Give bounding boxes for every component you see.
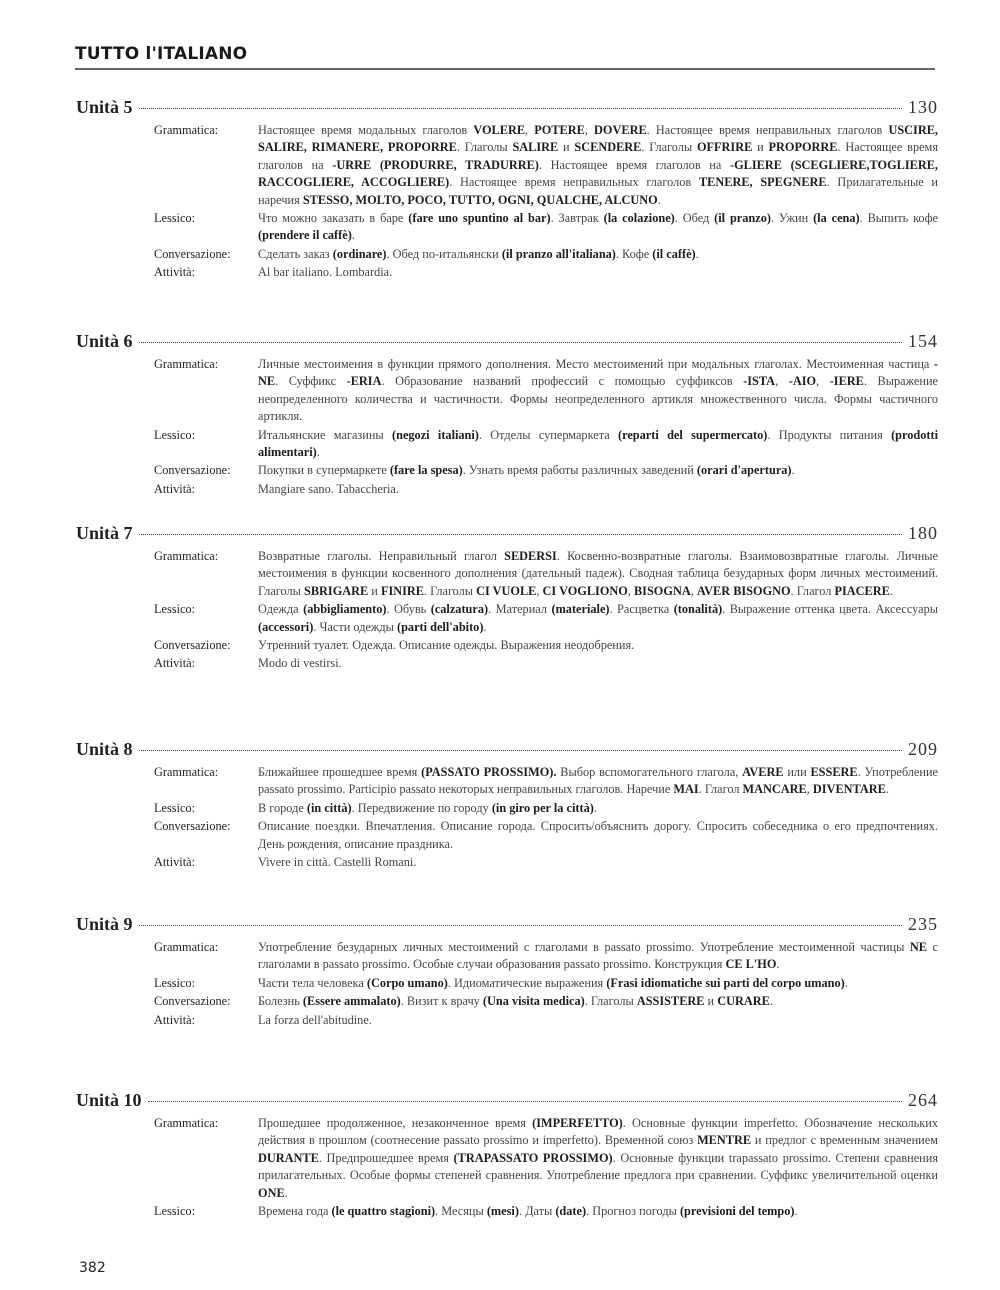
unit-section — [76, 914, 938, 1029]
unit-section — [76, 523, 938, 673]
row-label: Grammatica: — [154, 549, 219, 563]
unit-page-number: 180 — [908, 523, 938, 543]
dot-leader — [139, 750, 902, 751]
content-row — [76, 210, 938, 245]
row-text: Прошедшее продолженное, незаконченное время (IMPERFETTO). Основные функции imperfetto. Обозначение нескольких действия в прошлом (соотнесение passato prossimo и imperfetto). Временной союз MENTRE и предлог с временным значением DURANTE. Предпрошедшее время (TRAPASSATO PROSSIMO). Основные функции trapassato prossimo. Степени сравнения прилагательных. Особые формы степеней сравнения. Употребление предлога при сравнении. Суффикс увеличительной оценки ONE. — [258, 1116, 939, 1200]
row-text: Mangiare sano. Tabaccheria. — [258, 481, 399, 496]
content-row — [76, 481, 938, 498]
content-row — [76, 764, 938, 799]
unit-page-number: 154 — [908, 331, 938, 351]
row-label: Conversazione: — [154, 463, 231, 478]
unit-title: Unità 5 — [76, 97, 133, 117]
unit-title: Unità 6 — [76, 331, 133, 351]
row-text: Части тела человека (Corpo umano). Идиоматические выражения (Frasi idiomatiche sui parti del corpo umano). — [258, 975, 848, 990]
content-row — [76, 1115, 938, 1202]
row-label: Lessico: — [154, 1204, 195, 1219]
unit-section — [76, 97, 938, 282]
unit-page-number: 209 — [908, 739, 938, 759]
row-label: Attività: — [154, 855, 195, 870]
unit-heading[interactable] — [76, 739, 938, 763]
content-row — [76, 975, 938, 992]
content-row — [76, 655, 938, 672]
unit-title: Unità 10 — [76, 1090, 142, 1110]
page-header — [75, 44, 935, 70]
content-row — [76, 818, 938, 853]
content-row — [76, 462, 938, 479]
unit-section — [76, 1090, 938, 1220]
row-label: Lessico: — [154, 427, 195, 442]
content-row — [76, 993, 938, 1010]
content-row — [76, 800, 938, 817]
content-row — [76, 1203, 938, 1220]
row-text: Покупки в супермаркете (fare la spesa). Узнать время работы различных заведений (orari d'apertura). — [258, 463, 795, 478]
unit-page-number: 130 — [908, 97, 938, 117]
content-row — [76, 246, 938, 263]
row-text: Болезнь (Essere ammalato). Визит к врачу (Una visita medica). Глаголы ASSISTERE и CURARE. — [258, 994, 773, 1009]
row-text: Одежда (abbigliamento). Обувь (calzatura). Материал (materiale). Расцветка (tonalità). Выражение оттенка цвета. Аксессуары (accessori). Части одежды (parti dell'abito). — [258, 602, 939, 634]
dot-leader — [148, 1101, 902, 1102]
row-text: Времена года (le quattro stagioni). Месяцы (mesi). Даты (date). Прогноз погоды (previsioni del tempo). — [258, 1204, 798, 1219]
row-text: Что можно заказать в баре (fare uno spuntino al bar). Завтрак (la colazione). Обед (il pranzo). Ужин (la cena). Выпить кофе (prendere il caffè). — [258, 211, 938, 243]
row-label: Grammatica: — [154, 940, 219, 954]
row-label: Conversazione: — [154, 819, 231, 834]
row-text: La forza dell'abitudine. — [258, 1012, 372, 1027]
row-label: Conversazione: — [154, 638, 231, 653]
row-text: Ближайшее прошедшее время (PASSATO PROSSIMO). Выбор вспомогательного глагола, AVERE или ESSERE. Употребление passato prossimo. Participio passato некоторых неправильных глаголов. Наречие MAI. Глагол MANCARE, DIVENTARE. — [258, 765, 939, 797]
unit-title: Unità 9 — [76, 914, 133, 934]
row-text: Описание поездки. Впечатления. Описание города. Спросить/объяснить дорогу. Спросить собеседника о его предпочтениях. День рождения, описание праздника. — [258, 819, 938, 851]
row-label: Grammatica: — [154, 765, 219, 779]
row-label: Attività: — [154, 265, 195, 280]
unit-section — [76, 739, 938, 871]
content-row — [76, 264, 938, 281]
book-title: TUTTO l'ITALIANO — [75, 44, 248, 64]
row-label: Lessico: — [154, 800, 195, 815]
unit-page-number: 235 — [908, 914, 938, 934]
row-text: Возвратные глаголы. Неправильный глагол SEDERSI. Косвенно-возвратные глаголы. Взаимовозвратные глаголы. Личные местоимения в функции косвенного дополнения (дательный падеж). Сводная таблица безударных форм личных местоимений. Глаголы SBRIGARE и FINIRE. Глаголы CI VUOLE, CI VOGLIONO, BISOGNA, AVER BISOGNO. Глагол PIACERE. — [258, 549, 938, 598]
content-row — [76, 122, 938, 209]
row-label: Conversazione: — [154, 994, 231, 1009]
unit-heading[interactable] — [76, 523, 938, 547]
row-text: Al bar italiano. Lombardia. — [258, 265, 393, 280]
unit-section — [76, 331, 938, 498]
row-text: Личные местоимения в функции прямого дополнения. Место местоимений при модальных глаголах. Местоименная частица -NE. Суффикс -ERIA. Образование названий профессий с помощью суффиксов -ISTA, -AIO, -IERE. Выражение неопределенного количества и частичности. Формы неопределенного артикля множественного числа. Формы частичного артикля. — [258, 357, 939, 424]
row-text: Настоящее время модальных глаголов VOLERE, POTERE, DOVERE. Настоящее время неправильных глаголов USCIRE, SALIRE, RIMANERE, PROPORRE. Глаголы SALIRE и SCENDERE. Глаголы OFFRIRE и PROPORRE. Настоящее время глаголов на -URRE (PRODURRE, TRADURRE). Настоящее время глаголов на -GLIERE (SCEGLIERE,TOGLIERE, RACCOGLIERE, ACCOGLIERE). Настоящее время неправильных глаголов TENERE, SPEGNERE. Прилагательные и наречия STESSO, MOLTO, POCO, TUTTO, OGNI, QUALCHE, ALCUNO. — [258, 123, 939, 207]
row-label: Lessico: — [154, 602, 195, 617]
dot-leader — [139, 925, 902, 926]
row-label: Grammatica: — [154, 123, 219, 137]
unit-heading[interactable] — [76, 331, 938, 355]
row-text: В городе (in città). Передвижение по городу (in giro per la città). — [258, 800, 597, 815]
content-row — [76, 356, 938, 426]
unit-heading[interactable] — [76, 914, 938, 938]
content-row — [76, 939, 938, 974]
dot-leader — [139, 534, 902, 535]
row-label: Lessico: — [154, 211, 195, 226]
unit-title: Unità 8 — [76, 739, 133, 759]
unit-title: Unità 7 — [76, 523, 133, 543]
row-label: Attività: — [154, 656, 195, 671]
row-text: Vivere in città. Castelli Romani. — [258, 855, 417, 870]
content-row — [76, 427, 938, 462]
dot-leader — [139, 108, 902, 109]
row-label: Grammatica: — [154, 357, 219, 371]
content-row — [76, 637, 938, 654]
dot-leader — [139, 342, 902, 343]
row-label: Attività: — [154, 481, 195, 496]
content-row — [76, 854, 938, 871]
row-label: Grammatica: — [154, 1116, 219, 1130]
row-label: Conversazione: — [154, 246, 231, 261]
row-text: Итальянские магазины (negozi italiani). Отделы супермаркета (reparti del supermercato). Продукты питания (prodotti alimentari). — [258, 427, 938, 460]
header-rule — [75, 68, 935, 70]
page-number: 382 — [79, 1260, 106, 1276]
row-text: Modo di vestirsi. — [258, 656, 342, 671]
content-row — [76, 601, 938, 636]
row-label: Lessico: — [154, 975, 195, 990]
row-text: Утренний туалет. Одежда. Описание одежды. Выражения неодобрения. — [258, 638, 635, 653]
content-row — [76, 1012, 938, 1029]
row-text: Употребление безударных личных местоимений с глаголами в passato prossimo. Употребление местоименной частицы NE с глаголами в passato prossimo. Особые случаи образования passato prossimo. Конструкция CE L'HO. — [258, 940, 938, 972]
unit-heading[interactable] — [76, 97, 938, 121]
unit-page-number: 264 — [908, 1090, 938, 1110]
row-text: Сделать заказ (ordinare). Обед по-итальянски (il pranzo all'italiana). Кофе (il caffè). — [258, 246, 699, 261]
content-row — [76, 548, 938, 600]
row-label: Attività: — [154, 1012, 195, 1027]
unit-heading[interactable] — [76, 1090, 938, 1114]
